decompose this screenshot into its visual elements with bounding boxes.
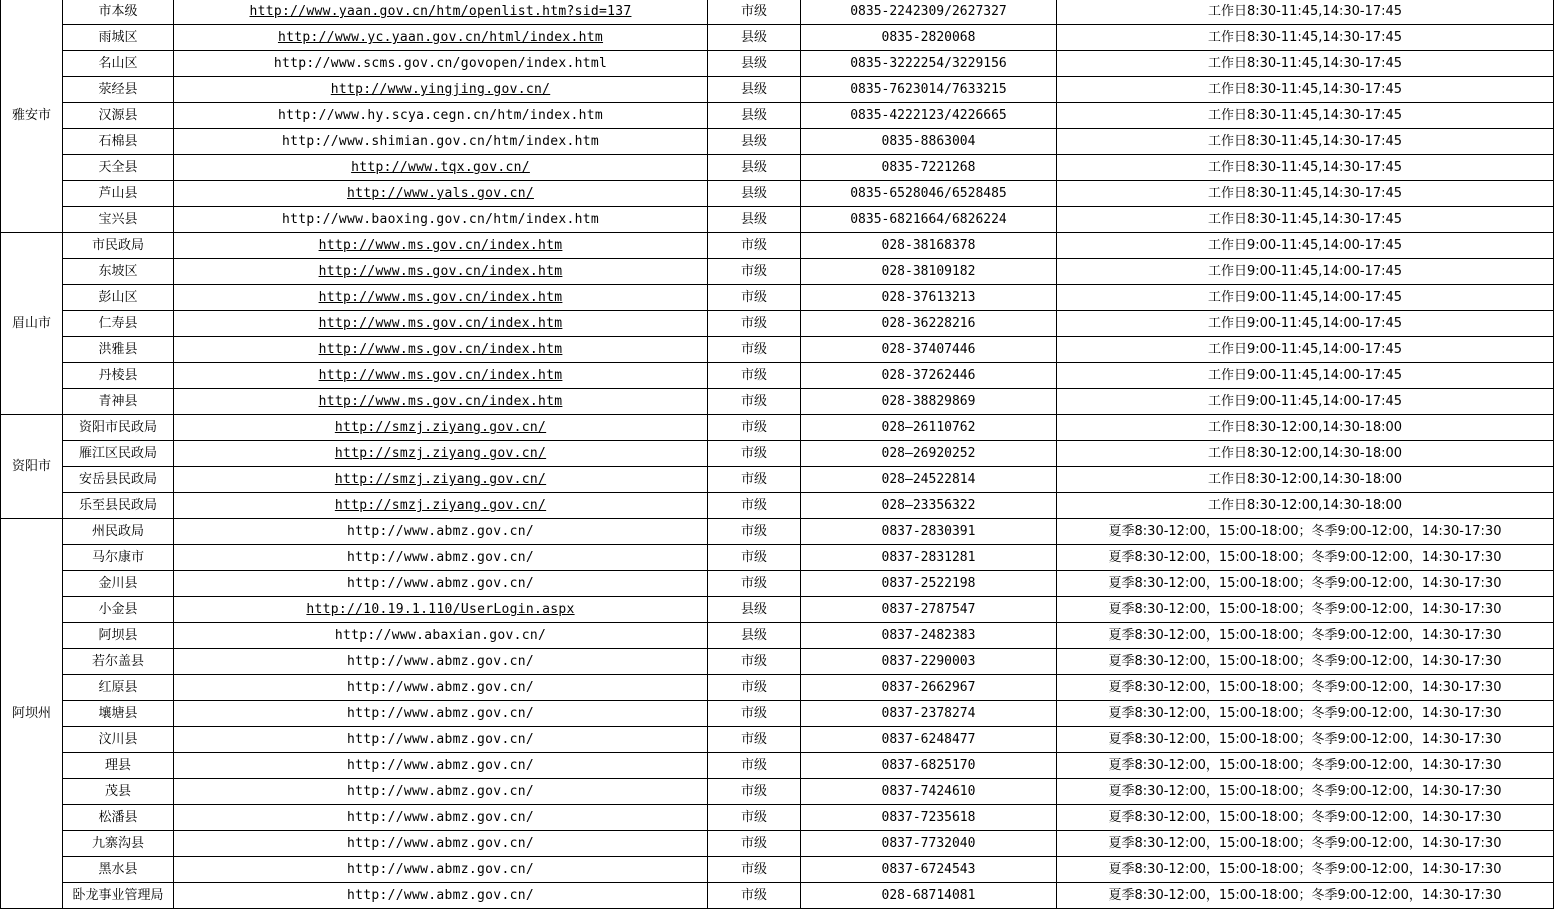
department-name-cell: 青神县 [63,389,174,415]
website-link[interactable]: http://www.tqx.gov.cn/ [351,160,530,175]
website-link[interactable]: http://www.yals.gov.cn/ [347,186,534,201]
phone-cell: 0837-7732040 [801,831,1057,857]
website-url-cell [174,831,708,857]
office-hours-cell: 工作日8:30-11:45,14:30-17:45 [1057,51,1554,77]
phone-cell: 0837-6724543 [801,857,1057,883]
office-hours-cell: 工作日9:00-11:45,14:00-17:45 [1057,285,1554,311]
level-cell: 市级 [708,285,801,311]
level-cell: 市级 [708,389,801,415]
department-name-cell: 荥经县 [63,77,174,103]
table-row [1,233,1554,259]
table-row [1,883,1554,909]
website-link[interactable]: http://smzj.ziyang.gov.cn/ [334,498,547,513]
level-cell: 市级 [708,805,801,831]
department-name-cell: 名山区 [63,51,174,77]
office-hours-cell: 夏季8:30-12:00，15:00-18:00；冬季9:00-12:00，14:30-17:30 [1057,831,1554,857]
website-link[interactable]: http://www.yingjing.gov.cn/ [330,82,551,97]
level-cell: 县级 [708,181,801,207]
office-hours-cell: 夏季8:30-12:00，15:00-18:00；冬季9:00-12:00，14:30-17:30 [1057,753,1554,779]
website-text: http://www.shimian.gov.cn/htm/index.htm [282,134,599,149]
website-url-cell [174,207,708,233]
level-cell: 市级 [708,233,801,259]
table-row [1,155,1554,181]
table-row [1,831,1554,857]
office-hours-cell: 夏季8:30-12:00，15:00-18:00；冬季9:00-12:00，14:30-17:30 [1057,571,1554,597]
website-text: http://www.abmz.gov.cn/ [347,836,534,851]
website-url-cell [174,883,708,909]
table-row [1,207,1554,233]
office-hours-cell: 夏季8:30-12:00，15:00-18:00；冬季9:00-12:00，14:30-17:30 [1057,623,1554,649]
phone-cell: 028-37407446 [801,337,1057,363]
office-hours-cell: 夏季8:30-12:00，15:00-18:00；冬季9:00-12:00，14:30-17:30 [1057,883,1554,909]
table-row [1,805,1554,831]
phone-cell: 028-68714081 [801,883,1057,909]
level-cell: 市级 [708,883,801,909]
website-link[interactable]: http://www.ms.gov.cn/index.htm [318,394,563,409]
department-name-cell: 阿坝县 [63,623,174,649]
level-cell: 市级 [708,363,801,389]
office-hours-cell: 夏季8:30-12:00，15:00-18:00；冬季9:00-12:00，14:30-17:30 [1057,649,1554,675]
office-hours-cell: 夏季8:30-12:00，15:00-18:00；冬季9:00-12:00，14:30-17:30 [1057,727,1554,753]
level-cell: 市级 [708,259,801,285]
website-url-cell [174,805,708,831]
phone-cell: 028-38109182 [801,259,1057,285]
website-link[interactable]: http://www.ms.gov.cn/index.htm [318,342,563,357]
level-cell: 市级 [708,0,801,25]
department-name-cell: 雨城区 [63,25,174,51]
website-text: http://www.abaxian.gov.cn/ [334,628,547,643]
website-url-cell[interactable] [174,77,708,103]
phone-cell: 028-38168378 [801,233,1057,259]
office-hours-cell: 夏季8:30-12:00，15:00-18:00；冬季9:00-12:00，14:30-17:30 [1057,597,1554,623]
level-cell: 市级 [708,779,801,805]
city-cell: 阿坝州 [1,519,63,909]
phone-cell: 0837-7424610 [801,779,1057,805]
website-url-cell[interactable] [174,389,708,415]
phone-cell: 0837-6248477 [801,727,1057,753]
department-name-cell: 卧龙事业管理局 [63,883,174,909]
level-cell: 县级 [708,623,801,649]
website-url-cell [174,727,708,753]
table-row [1,0,1554,25]
office-hours-cell: 工作日8:30-11:45,14:30-17:45 [1057,103,1554,129]
level-cell: 市级 [708,519,801,545]
website-link[interactable]: http://www.yc.yaan.gov.cn/html/index.htm [277,30,604,45]
website-text: http://www.abmz.gov.cn/ [347,732,534,747]
phone-cell: 0835-7221268 [801,155,1057,181]
table-row [1,727,1554,753]
phone-cell: 0837-2830391 [801,519,1057,545]
website-url-cell [174,753,708,779]
department-name-cell: 雁江区民政局 [63,441,174,467]
city-cell: 资阳市 [1,415,63,519]
website-url-cell [174,675,708,701]
website-url-cell [174,129,708,155]
department-name-cell: 汉源县 [63,103,174,129]
table-row [1,623,1554,649]
department-name-cell: 马尔康市 [63,545,174,571]
phone-cell: 0835-4222123/4226665 [801,103,1057,129]
department-name-cell: 市本级 [63,0,174,25]
website-url-cell [174,51,708,77]
website-url-cell[interactable] [174,0,708,25]
city-cell: 眉山市 [1,233,63,415]
level-cell: 市级 [708,337,801,363]
department-name-cell: 理县 [63,753,174,779]
office-hours-cell: 工作日8:30-11:45,14:30-17:45 [1057,129,1554,155]
department-name-cell: 若尔盖县 [63,649,174,675]
phone-cell: 0835-6528046/6528485 [801,181,1057,207]
department-name-cell: 安岳县民政局 [63,467,174,493]
phone-cell: 0837-2522198 [801,571,1057,597]
website-text: http://www.abmz.gov.cn/ [347,810,534,825]
department-name-cell: 黑水县 [63,857,174,883]
level-cell: 市级 [708,753,801,779]
table-row [1,77,1554,103]
table-row [1,389,1554,415]
level-cell: 县级 [708,25,801,51]
website-link[interactable]: http://www.ms.gov.cn/index.htm [318,238,563,253]
website-url-cell [174,103,708,129]
table-row [1,597,1554,623]
website-url-cell[interactable] [174,233,708,259]
table-row [1,363,1554,389]
website-url-cell[interactable] [174,337,708,363]
table-row [1,701,1554,727]
website-text: http://www.abmz.gov.cn/ [347,862,534,877]
website-url-cell[interactable] [174,259,708,285]
level-cell: 市级 [708,675,801,701]
office-hours-cell: 夏季8:30-12:00，15:00-18:00；冬季9:00-12:00，14:30-17:30 [1057,519,1554,545]
website-text: http://www.abmz.gov.cn/ [347,758,534,773]
level-cell: 县级 [708,129,801,155]
website-url-cell [174,701,708,727]
level-cell: 市级 [708,441,801,467]
office-hours-cell: 工作日9:00-11:45,14:00-17:45 [1057,233,1554,259]
phone-cell: 0837-6825170 [801,753,1057,779]
website-url-cell[interactable] [174,441,708,467]
department-name-cell: 小金县 [63,597,174,623]
website-link[interactable]: http://smzj.ziyang.gov.cn/ [334,446,547,461]
website-url-cell[interactable] [174,415,708,441]
office-hours-cell: 工作日9:00-11:45,14:00-17:45 [1057,389,1554,415]
city-cell: 雅安市 [1,0,63,233]
department-name-cell: 彭山区 [63,285,174,311]
level-cell: 市级 [708,649,801,675]
website-url-cell[interactable] [174,155,708,181]
office-hours-cell: 夏季8:30-12:00，15:00-18:00；冬季9:00-12:00，14:30-17:30 [1057,857,1554,883]
department-name-cell: 金川县 [63,571,174,597]
website-text: http://www.abmz.gov.cn/ [347,654,534,669]
phone-cell: 028—26920252 [801,441,1057,467]
phone-cell: 0837-2787547 [801,597,1057,623]
table-row [1,51,1554,77]
department-name-cell: 乐至县民政局 [63,493,174,519]
website-url-cell [174,623,708,649]
department-name-cell: 州民政局 [63,519,174,545]
department-name-cell: 九寨沟县 [63,831,174,857]
website-link[interactable]: http://www.ms.gov.cn/index.htm [318,368,563,383]
department-name-cell: 壤塘县 [63,701,174,727]
phone-cell: 028—23356322 [801,493,1057,519]
website-link[interactable]: http://www.ms.gov.cn/index.htm [318,316,563,331]
phone-cell: 028-38829869 [801,389,1057,415]
level-cell: 县级 [708,77,801,103]
table-row [1,415,1554,441]
office-hours-cell: 夏季8:30-12:00，15:00-18:00；冬季9:00-12:00，14:30-17:30 [1057,701,1554,727]
department-name-cell: 宝兴县 [63,207,174,233]
department-name-cell: 芦山县 [63,181,174,207]
table-row [1,779,1554,805]
department-name-cell: 洪雅县 [63,337,174,363]
department-name-cell: 东坡区 [63,259,174,285]
level-cell: 市级 [708,701,801,727]
website-text: http://www.abmz.gov.cn/ [347,888,534,903]
office-hours-cell: 工作日8:30-11:45,14:30-17:45 [1057,0,1554,25]
level-cell: 市级 [708,857,801,883]
office-hours-cell: 工作日9:00-11:45,14:00-17:45 [1057,337,1554,363]
level-cell: 县级 [708,597,801,623]
phone-cell: 028-36228216 [801,311,1057,337]
phone-cell: 0837-2831281 [801,545,1057,571]
phone-cell: 028-37613213 [801,285,1057,311]
website-text: http://www.abmz.gov.cn/ [347,680,534,695]
phone-cell: 0837-2290003 [801,649,1057,675]
table-row [1,311,1554,337]
table-row [1,857,1554,883]
table-row [1,181,1554,207]
website-text: http://www.scms.gov.cn/govopen/index.html [273,56,608,71]
office-hours-cell: 工作日8:30-12:00,14:30-18:00 [1057,467,1554,493]
table-row [1,675,1554,701]
website-url-cell[interactable] [174,311,708,337]
website-url-cell [174,649,708,675]
table-row [1,103,1554,129]
department-name-cell: 市民政局 [63,233,174,259]
department-name-cell: 仁寿县 [63,311,174,337]
phone-cell: 0835-6821664/6826224 [801,207,1057,233]
level-cell: 县级 [708,207,801,233]
table-row [1,441,1554,467]
website-url-cell [174,779,708,805]
phone-cell: 0837-2662967 [801,675,1057,701]
website-url-cell[interactable] [174,25,708,51]
department-name-cell: 汶川县 [63,727,174,753]
phone-cell: 0835-3222254/3229156 [801,51,1057,77]
website-text: http://www.abmz.gov.cn/ [347,784,534,799]
website-url-cell[interactable] [174,467,708,493]
website-url-cell[interactable] [174,363,708,389]
department-name-cell: 天全县 [63,155,174,181]
website-text: http://www.abmz.gov.cn/ [347,576,534,591]
office-hours-cell: 工作日8:30-11:45,14:30-17:45 [1057,77,1554,103]
table-row [1,545,1554,571]
table-row [1,519,1554,545]
office-hours-cell: 夏季8:30-12:00，15:00-18:00；冬季9:00-12:00，14:30-17:30 [1057,545,1554,571]
office-hours-cell: 工作日8:30-11:45,14:30-17:45 [1057,207,1554,233]
phone-cell: 0835-2820068 [801,25,1057,51]
website-url-cell [174,519,708,545]
office-hours-cell: 工作日8:30-11:45,14:30-17:45 [1057,155,1554,181]
office-hours-cell: 工作日9:00-11:45,14:00-17:45 [1057,363,1554,389]
department-name-cell: 丹棱县 [63,363,174,389]
website-url-cell [174,571,708,597]
table-row [1,649,1554,675]
website-link[interactable]: http://www.yaan.gov.cn/htm/openlist.htm?sid=137 [249,4,632,19]
department-name-cell: 红原县 [63,675,174,701]
level-cell: 县级 [708,155,801,181]
phone-cell: 0837-7235618 [801,805,1057,831]
phone-cell: 0837-2378274 [801,701,1057,727]
website-text: http://www.abmz.gov.cn/ [347,524,534,539]
website-link[interactable]: http://10.19.1.110/UserLogin.aspx [306,602,575,617]
office-hours-cell: 工作日8:30-11:45,14:30-17:45 [1057,181,1554,207]
phone-cell: 028—24522814 [801,467,1057,493]
website-link[interactable]: http://www.ms.gov.cn/index.htm [318,264,563,279]
website-url-cell[interactable] [174,285,708,311]
office-hours-cell: 夏季8:30-12:00，15:00-18:00；冬季9:00-12:00，14:30-17:30 [1057,805,1554,831]
table-row [1,129,1554,155]
office-hours-cell: 夏季8:30-12:00，15:00-18:00；冬季9:00-12:00，14:30-17:30 [1057,779,1554,805]
website-url-cell[interactable] [174,597,708,623]
office-hours-cell: 夏季8:30-12:00，15:00-18:00；冬季9:00-12:00，14:30-17:30 [1057,675,1554,701]
level-cell: 市级 [708,545,801,571]
website-text: http://www.abmz.gov.cn/ [347,550,534,565]
department-name-cell: 资阳市民政局 [63,415,174,441]
level-cell: 市级 [708,415,801,441]
office-hours-cell: 工作日9:00-11:45,14:00-17:45 [1057,311,1554,337]
level-cell: 县级 [708,51,801,77]
website-text: http://www.baoxing.gov.cn/htm/index.htm [282,212,599,227]
phone-cell: 0835-8863004 [801,129,1057,155]
phone-cell: 0837-2482383 [801,623,1057,649]
website-url-cell [174,545,708,571]
office-hours-cell: 工作日8:30-12:00,14:30-18:00 [1057,493,1554,519]
phone-cell: 028-37262446 [801,363,1057,389]
table-row [1,571,1554,597]
website-url-cell [174,857,708,883]
table-row [1,25,1554,51]
website-url-cell[interactable] [174,181,708,207]
table-row [1,285,1554,311]
table-row [1,753,1554,779]
table-row [1,493,1554,519]
level-cell: 市级 [708,571,801,597]
table-row [1,259,1554,285]
office-hours-cell: 工作日8:30-12:00,14:30-18:00 [1057,415,1554,441]
department-name-cell: 松潘县 [63,805,174,831]
phone-cell: 0835-2242309/2627327 [801,0,1057,25]
website-text: http://www.hy.scya.cegn.cn/htm/index.htm [277,108,604,123]
table-row [1,337,1554,363]
level-cell: 市级 [708,493,801,519]
office-hours-cell: 工作日9:00-11:45,14:00-17:45 [1057,259,1554,285]
level-cell: 市级 [708,311,801,337]
website-text: http://www.abmz.gov.cn/ [347,706,534,721]
website-link[interactable]: http://www.ms.gov.cn/index.htm [318,290,563,305]
level-cell: 市级 [708,727,801,753]
website-url-cell[interactable] [174,493,708,519]
website-link[interactable]: http://smzj.ziyang.gov.cn/ [334,420,547,435]
phone-cell: 0835-7623014/7633215 [801,77,1057,103]
level-cell: 市级 [708,831,801,857]
website-link[interactable]: http://smzj.ziyang.gov.cn/ [334,472,547,487]
table-row [1,467,1554,493]
office-hours-cell: 工作日8:30-12:00,14:30-18:00 [1057,441,1554,467]
office-hours-cell: 工作日8:30-11:45,14:30-17:45 [1057,25,1554,51]
department-name-cell: 石棉县 [63,129,174,155]
level-cell: 县级 [708,103,801,129]
phone-cell: 028—26110762 [801,415,1057,441]
table-body [1,0,1554,909]
department-name-cell: 茂县 [63,779,174,805]
level-cell: 市级 [708,467,801,493]
